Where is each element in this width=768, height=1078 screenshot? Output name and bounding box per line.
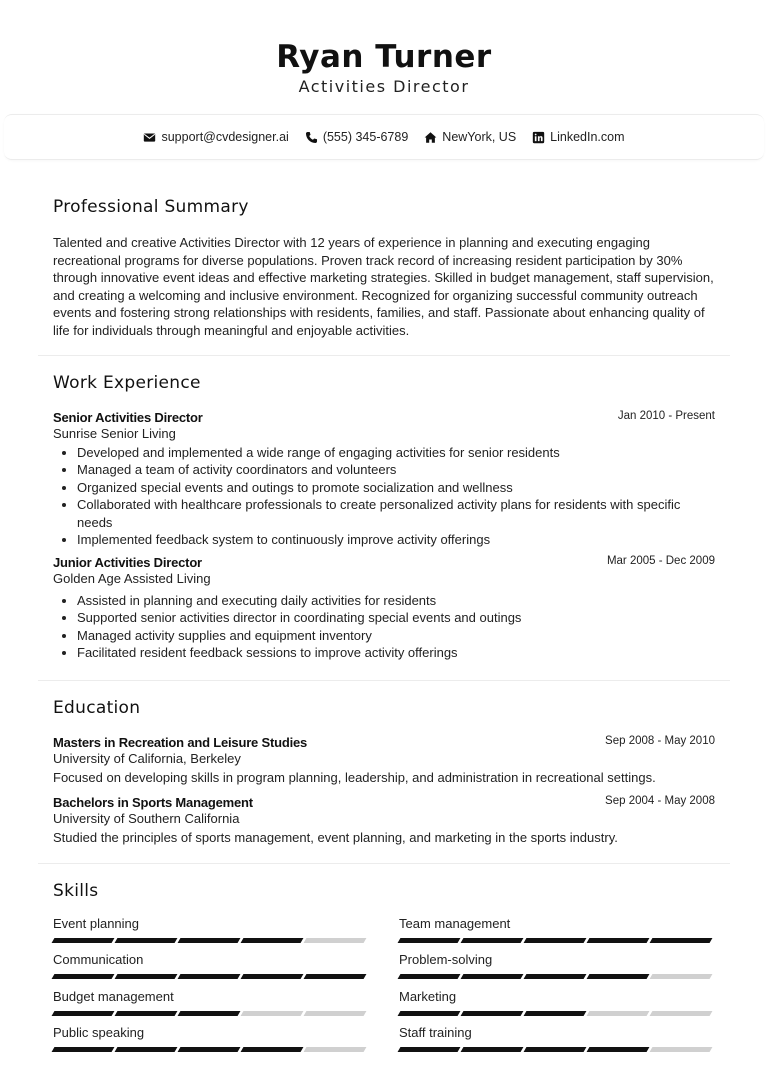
skill-level-segment bbox=[241, 938, 304, 943]
skill-item bbox=[399, 1024, 714, 1061]
skill-level-bar bbox=[53, 1011, 368, 1016]
list-item: • Developed and implemented a wide range of engaging activities for senior residents bbox=[77, 444, 715, 462]
skill-level-segment bbox=[461, 974, 524, 979]
phone-icon bbox=[305, 131, 318, 144]
job-entry bbox=[53, 410, 715, 549]
skill-level-bar bbox=[399, 1011, 714, 1016]
list-item: • Managed activity supplies and equipment inventory bbox=[77, 627, 715, 645]
linkedin-text: LinkedIn.com bbox=[550, 130, 625, 144]
skill-level-segment bbox=[650, 1047, 713, 1052]
job-company: Golden Age Assisted Living bbox=[53, 570, 211, 586]
list-item: • Organized special events and outings to promote socialization and wellness bbox=[77, 479, 715, 497]
degree-title: Bachelors in Sports Management bbox=[53, 794, 253, 810]
skills-section bbox=[38, 864, 730, 1061]
list-item: • Facilitated resident feedback sessions to improve activity offerings bbox=[77, 644, 715, 662]
linkedin-icon bbox=[532, 131, 545, 144]
skills-grid bbox=[53, 915, 715, 1061]
education-entry bbox=[53, 735, 715, 785]
list-item: • Implemented feedback system to continuously improve activity offerings bbox=[77, 531, 715, 549]
skill-level-segment bbox=[115, 974, 178, 979]
skill-name: Team management bbox=[399, 915, 511, 931]
contact-location bbox=[424, 130, 516, 144]
skill-level-segment bbox=[587, 938, 650, 943]
list-item: • Managed a team of activity coordinators and volunteers bbox=[77, 461, 715, 479]
skill-level-segment bbox=[52, 1011, 115, 1016]
education-entry bbox=[53, 795, 715, 845]
skill-name: Staff training bbox=[399, 1025, 472, 1041]
contact-linkedin[interactable] bbox=[532, 130, 624, 144]
skill-level-segment bbox=[304, 1011, 367, 1016]
skill-level-segment bbox=[304, 1047, 367, 1052]
skill-item bbox=[53, 951, 368, 988]
skill-name: Problem-solving bbox=[399, 952, 493, 968]
school-name: University of California, Berkeley bbox=[53, 750, 241, 766]
skill-level-segment bbox=[178, 938, 241, 943]
skill-item bbox=[399, 951, 714, 988]
skill-level-segment bbox=[650, 974, 713, 979]
skill-level-segment bbox=[461, 1011, 524, 1016]
skill-item bbox=[53, 915, 368, 952]
skill-item bbox=[399, 988, 714, 1025]
skill-item bbox=[53, 988, 368, 1025]
job-date: Jan 2010 - Present bbox=[617, 409, 715, 422]
contact-email[interactable] bbox=[143, 130, 288, 144]
skill-level-segment bbox=[52, 938, 115, 943]
skill-level-bar bbox=[399, 938, 714, 943]
skill-level-segment bbox=[524, 1047, 587, 1052]
list-item: • Supported senior activities director in coordinating special events and outings bbox=[77, 609, 715, 627]
home-icon bbox=[424, 131, 437, 144]
skill-name: Event planning bbox=[53, 915, 140, 931]
skill-level-bar bbox=[399, 1047, 714, 1052]
skill-item bbox=[399, 915, 714, 952]
skill-level-segment bbox=[398, 938, 461, 943]
candidate-title: Activities Director bbox=[298, 77, 470, 96]
contact-bar bbox=[4, 114, 764, 160]
skill-level-segment bbox=[115, 1011, 178, 1016]
skill-level-bar bbox=[399, 974, 714, 979]
location-text: NewYork, US bbox=[442, 130, 517, 144]
skill-name: Budget management bbox=[53, 988, 174, 1004]
skill-level-segment bbox=[587, 1047, 650, 1052]
skill-name: Marketing bbox=[399, 988, 457, 1004]
list-item: • Assisted in planning and executing daily activities for residents bbox=[77, 592, 715, 610]
skill-level-segment bbox=[587, 1011, 650, 1016]
skill-level-segment bbox=[461, 1047, 524, 1052]
summary-section bbox=[38, 160, 730, 355]
skill-level-segment bbox=[115, 1047, 178, 1052]
email-text: support@cvdesigner.ai bbox=[161, 130, 289, 144]
list-item: • Collaborated with healthcare professionals to create personalized activity plans for residents with specific needs bbox=[77, 496, 715, 531]
skill-level-segment bbox=[304, 938, 367, 943]
job-company: Sunrise Senior Living bbox=[53, 425, 176, 441]
skill-level-segment bbox=[398, 974, 461, 979]
skill-level-segment bbox=[398, 1047, 461, 1052]
skill-level-segment bbox=[241, 1047, 304, 1052]
skill-level-segment bbox=[461, 938, 524, 943]
envelope-icon bbox=[143, 131, 156, 144]
experience-heading: Work Experience bbox=[53, 372, 201, 393]
job-bullets bbox=[53, 592, 715, 662]
school-name: University of Southern California bbox=[53, 810, 240, 826]
skill-level-segment bbox=[524, 1011, 587, 1016]
skill-level-segment bbox=[524, 974, 587, 979]
summary-text: Talented and creative Activities Director with 12 years of experience in planning and executing engaging recreational programs for diverse populations. Proven track record of increasing resident participation by 30% through innovative event ideas and effective marketing strategies. Skilled in budget management, staff supervision, and creating a welcoming and inclusive environment. Recognized for organizing successful community outreach events and fostering strong relationships with residents, families, and staff. Passionate about enhancing quality of life for individuals through meaningful and enjoyable activities. bbox=[53, 235, 714, 338]
skill-level-segment bbox=[115, 938, 178, 943]
job-title: Junior Activities Director bbox=[53, 554, 202, 570]
skill-level-bar bbox=[53, 974, 368, 979]
job-bullets bbox=[53, 444, 715, 549]
skill-level-segment bbox=[241, 974, 304, 979]
job-title: Senior Activities Director bbox=[53, 409, 203, 425]
degree-title: Masters in Recreation and Leisure Studies bbox=[53, 734, 308, 750]
skill-level-segment bbox=[524, 938, 587, 943]
skill-level-segment bbox=[178, 1011, 241, 1016]
skill-level-segment bbox=[241, 1011, 304, 1016]
job-entry bbox=[53, 555, 715, 662]
skill-item bbox=[53, 1024, 368, 1061]
education-date: Sep 2008 - May 2010 bbox=[605, 734, 715, 747]
skill-name: Communication bbox=[53, 952, 144, 968]
skill-level-segment bbox=[178, 1047, 241, 1052]
summary-heading: Professional Summary bbox=[53, 197, 249, 217]
skill-level-segment bbox=[650, 1011, 713, 1016]
candidate-name: Ryan Turner bbox=[276, 39, 492, 75]
skill-name: Public speaking bbox=[53, 1025, 145, 1041]
education-heading: Education bbox=[53, 697, 141, 718]
skill-level-segment bbox=[52, 1047, 115, 1052]
job-date: Mar 2005 - Dec 2009 bbox=[606, 554, 715, 567]
skill-level-bar bbox=[53, 938, 368, 943]
skill-level-segment bbox=[304, 974, 367, 979]
resume-header bbox=[0, 0, 768, 98]
education-description: Focused on developing skills in program planning, leadership, and administration in recreational settings. bbox=[53, 769, 656, 785]
skill-level-segment bbox=[650, 938, 713, 943]
skill-level-segment bbox=[398, 1011, 461, 1016]
skills-heading: Skills bbox=[53, 880, 99, 901]
skill-level-segment bbox=[587, 974, 650, 979]
experience-section bbox=[38, 356, 730, 680]
phone-text: (555) 345-6789 bbox=[322, 130, 409, 144]
education-description: Studied the principles of sports management, event planning, and marketing in the sports industry. bbox=[53, 829, 618, 845]
contact-phone[interactable] bbox=[305, 130, 408, 144]
skill-level-segment bbox=[52, 974, 115, 979]
skill-level-segment bbox=[178, 974, 241, 979]
skill-level-bar bbox=[53, 1047, 368, 1052]
education-section bbox=[38, 681, 730, 863]
education-date: Sep 2004 - May 2008 bbox=[605, 794, 715, 807]
resume-content bbox=[0, 160, 768, 1061]
